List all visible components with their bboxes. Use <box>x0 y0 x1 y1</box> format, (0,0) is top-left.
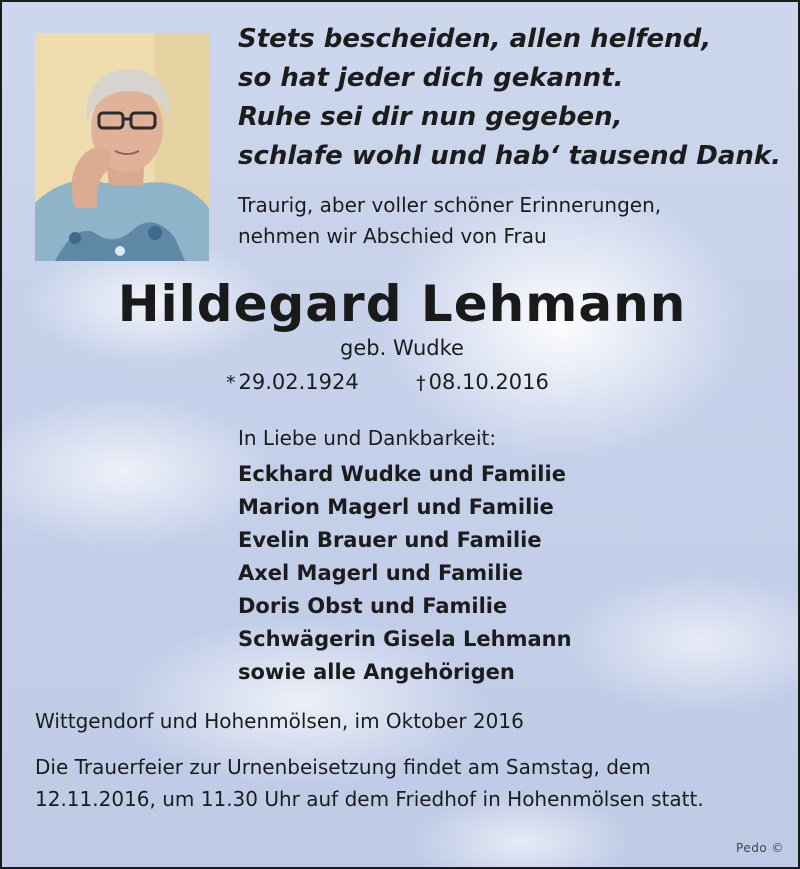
death-cross-icon: † <box>416 372 426 394</box>
verse-line: schlafe wohl und hab‘ tausend Dank. <box>238 141 782 171</box>
birth-date: 29.02.1924 <box>238 370 359 394</box>
mourner-item: sowie alle Angehörigen <box>238 660 515 684</box>
maiden-name: geb. Wudke <box>340 336 464 360</box>
life-dates <box>226 368 626 397</box>
portrait-photo <box>35 33 209 261</box>
mourner-item: Schwägerin Gisela Lehmann <box>238 627 572 651</box>
ceremony-notice: Die Trauerfeier zur Urnenbeisetzung findet am Samstag, dem 12.11.2016, um 11.30 Uhr auf dem Friedhof in Hohenmölsen statt. <box>35 755 704 811</box>
intro-text <box>238 190 778 252</box>
memorial-verse <box>238 20 782 176</box>
portrait-photo-icon <box>35 33 209 261</box>
birth-star-icon: * <box>226 372 236 394</box>
verse-line: Ruhe sei dir nun gegeben, <box>238 102 623 132</box>
deceased-name: Hildegard Lehmann <box>117 275 687 333</box>
verse-line: so hat jeder dich gekannt. <box>238 63 624 93</box>
intro-line: Traurig, aber voller schöner Erinnerungen, <box>238 193 662 217</box>
verse-line: Stets bescheiden, allen helfend, <box>238 24 712 54</box>
place-and-date: Wittgendorf und Hohenmölsen, im Oktober 2016 <box>35 709 524 733</box>
intro-line: nehmen wir Abschied von Frau <box>238 224 547 248</box>
mourner-item: Eckhard Wudke und Familie <box>238 462 566 486</box>
mourner-item: Marion Magerl und Familie <box>238 495 554 519</box>
mourners-label: In Liebe und Dankbarkeit: <box>238 426 497 450</box>
death-date: 08.10.2016 <box>428 370 549 394</box>
mourner-item: Axel Magerl und Familie <box>238 561 524 585</box>
mourners-list <box>238 458 758 689</box>
publisher-credit: Pedo © <box>736 841 784 855</box>
mourner-item: Doris Obst und Familie <box>238 594 508 618</box>
mourner-item: Evelin Brauer und Familie <box>238 528 542 552</box>
